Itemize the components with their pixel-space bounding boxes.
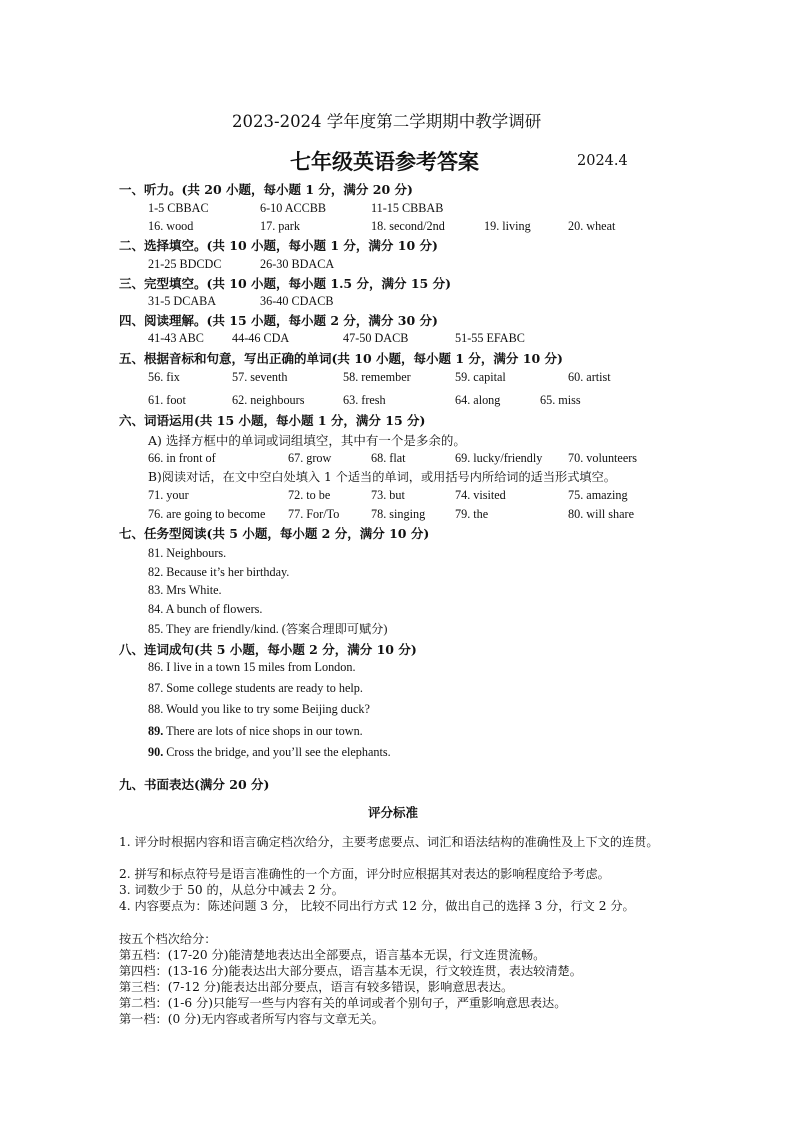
sentence-line bbox=[148, 702, 370, 717]
answer-cell: 66. in front of bbox=[148, 451, 216, 465]
answer-cell: 75. amazing bbox=[568, 488, 628, 502]
sentence-line bbox=[148, 660, 356, 675]
criteria-item: 2. 拼写和标点符号是语言准确性的一个方面，评分时应根据其对表达的影响程度给予考虑。 bbox=[119, 867, 610, 881]
answer-cell: 69. lucky/friendly bbox=[455, 451, 543, 465]
instruction-a: A) 选择方框中的单词或词组填空，其中有一个是多余的。 bbox=[148, 433, 466, 448]
sentence-text: Some college students are ready to help. bbox=[166, 681, 363, 695]
criteria-item: 第二档：(1-6 分)只能写一些与内容有关的单词或者个别句子，严重影响意思表达。 bbox=[119, 996, 567, 1010]
answer-cell: 19. living bbox=[484, 219, 531, 233]
criteria-item: 第四档：(13-16 分)能表达出大部分要点，语言基本无误，行文较连贯，表达较清楚。 bbox=[119, 964, 582, 978]
section-heading-task-reading: 七、任务型阅读(共 5 小题，每小题 2 分，满分 10 分) bbox=[119, 526, 430, 541]
answer-cell: 70. volunteers bbox=[568, 451, 638, 465]
sentence-number: 89. bbox=[148, 724, 164, 738]
answer-line: 85. They are friendly/kind. (答案合理即可赋分) bbox=[148, 622, 388, 636]
criteria-title: 评分标准 bbox=[368, 805, 419, 820]
answer-cell: 47-50 DACB bbox=[343, 331, 409, 345]
answer-cell: 72. to be bbox=[288, 488, 331, 502]
answer-cell: 41-43 ABC bbox=[148, 331, 204, 345]
sentence-text: There are lots of nice shops in our town. bbox=[166, 724, 363, 738]
answer-cell: 76. are going to become bbox=[148, 507, 266, 521]
answer-cell: 64. along bbox=[455, 393, 501, 407]
instruction-b: B)阅读对话，在文中空白处填入 1 个适当的单词，或用括号内所给词的适当形式填空。 bbox=[148, 470, 616, 484]
answer-line: 84. A bunch of flowers. bbox=[148, 602, 263, 616]
answer-cell: 56. fix bbox=[148, 370, 180, 384]
answer-cell: 57. seventh bbox=[232, 370, 288, 384]
answer-cell: 44-46 CDA bbox=[232, 331, 290, 345]
answer-cell: 17. park bbox=[260, 219, 300, 233]
answer-cell: 67. grow bbox=[288, 451, 332, 465]
answer-cell: 60. artist bbox=[568, 370, 611, 384]
answer-cell: 63. fresh bbox=[343, 393, 386, 407]
answer-cell: 79. the bbox=[455, 507, 489, 521]
sentence-number: 86. bbox=[148, 660, 164, 674]
answer-cell: 36-40 CDACB bbox=[260, 294, 334, 308]
answer-line: 82. Because it’s her birthday. bbox=[148, 565, 290, 579]
answer-cell: 78. singing bbox=[371, 507, 426, 521]
section-heading-word-use: 六、词语运用(共 15 小题，每小题 1 分，满分 15 分) bbox=[119, 413, 426, 428]
answer-cell: 20. wheat bbox=[568, 219, 616, 233]
answer-cell: 77. For/To bbox=[288, 507, 340, 521]
criteria-item: 第三档：(7-12 分)能表达出部分要点，语言有较多错误，影响意思表达。 bbox=[119, 980, 514, 994]
sentence-number: 90. bbox=[148, 745, 164, 759]
sentence-text: Cross the bridge, and you’ll see the elephants. bbox=[166, 745, 391, 759]
answer-cell: 1-5 CBBAC bbox=[148, 201, 209, 215]
section-heading-cloze: 三、完型填空。(共 10 小题，每小题 1.5 分，满分 15 分) bbox=[119, 276, 451, 291]
section-heading-spelling: 五、根据音标和句意，写出正确的单词(共 10 小题，每小题 1 分，满分 10 分) bbox=[119, 351, 563, 366]
sentence-line bbox=[148, 745, 391, 760]
exam-title: 2023-2024 学年度第二学期期中教学调研 bbox=[232, 112, 542, 131]
criteria-item: 第五档：(17-20 分)能清楚地表达出全部要点，语言基本无误，行文连贯流畅。 bbox=[119, 948, 546, 962]
section-heading-listening: 一、听力。(共 20 小题，每小题 1 分，满分 20 分) bbox=[119, 182, 413, 197]
sentence-number: 87. bbox=[148, 681, 164, 695]
date: 2024.4 bbox=[577, 153, 628, 169]
answer-cell: 71. your bbox=[148, 488, 189, 502]
section-heading-reading: 四、阅读理解。(共 15 小题，每小题 2 分，满分 30 分) bbox=[119, 313, 438, 328]
sentence-text: Would you like to try some Beijing duck? bbox=[166, 702, 370, 716]
sentence-text: I live in a town 15 miles from London. bbox=[166, 660, 356, 674]
sentence-line bbox=[148, 724, 363, 739]
answer-cell: 62. neighbours bbox=[232, 393, 305, 407]
answer-cell: 59. capital bbox=[455, 370, 506, 384]
criteria-item: 按五个档次给分： bbox=[119, 932, 217, 946]
section-heading-sentences: 八、连词成句(共 5 小题，每小题 2 分，满分 10 分) bbox=[119, 642, 417, 657]
answer-line: 83. Mrs White. bbox=[148, 583, 222, 597]
criteria-item: 第一档：(0 分)无内容或者所写内容与文章无关。 bbox=[119, 1012, 384, 1026]
answer-cell: 61. foot bbox=[148, 393, 186, 407]
section-heading-writing: 九、书面表达(满分 20 分) bbox=[119, 777, 270, 792]
answer-line: 81. Neighbours. bbox=[148, 546, 227, 560]
answer-cell: 6-10 ACCBB bbox=[260, 201, 327, 215]
section-heading-grammar: 二、选择填空。(共 10 小题，每小题 1 分，满分 10 分) bbox=[119, 238, 438, 253]
answer-cell: 11-15 CBBAB bbox=[371, 201, 444, 215]
answer-cell: 80. will share bbox=[568, 507, 635, 521]
answer-cell: 16. wood bbox=[148, 219, 194, 233]
answer-cell: 74. visited bbox=[455, 488, 506, 502]
criteria-item: 3. 词数少于 50 的，从总分中减去 2 分。 bbox=[119, 883, 344, 897]
answer-cell: 65. miss bbox=[540, 393, 581, 407]
sentence-number: 88. bbox=[148, 702, 164, 716]
answer-cell: 68. flat bbox=[371, 451, 406, 465]
answer-cell: 26-30 BDACA bbox=[260, 257, 335, 271]
answer-cell: 51-55 EFABC bbox=[455, 331, 525, 345]
answer-cell: 31-5 DCABA bbox=[148, 294, 217, 308]
answer-cell: 73. but bbox=[371, 488, 405, 502]
answer-cell: 58. remember bbox=[343, 370, 411, 384]
sentence-line bbox=[148, 681, 363, 696]
criteria-item: 1. 评分时根据内容和语言确定档次给分，主要考虑要点、词汇和语法结构的准确性及上下文的连贯。 bbox=[119, 835, 659, 849]
criteria-item: 4. 内容要点为：陈述问题 3 分， 比较不同出行方式 12 分，做出自己的选择 3 分，行文 2 分。 bbox=[119, 899, 635, 913]
answer-title: 七年级英语参考答案 bbox=[290, 149, 479, 174]
answer-cell: 18. second/2nd bbox=[371, 219, 445, 233]
answer-cell: 21-25 BDCDC bbox=[148, 257, 222, 271]
